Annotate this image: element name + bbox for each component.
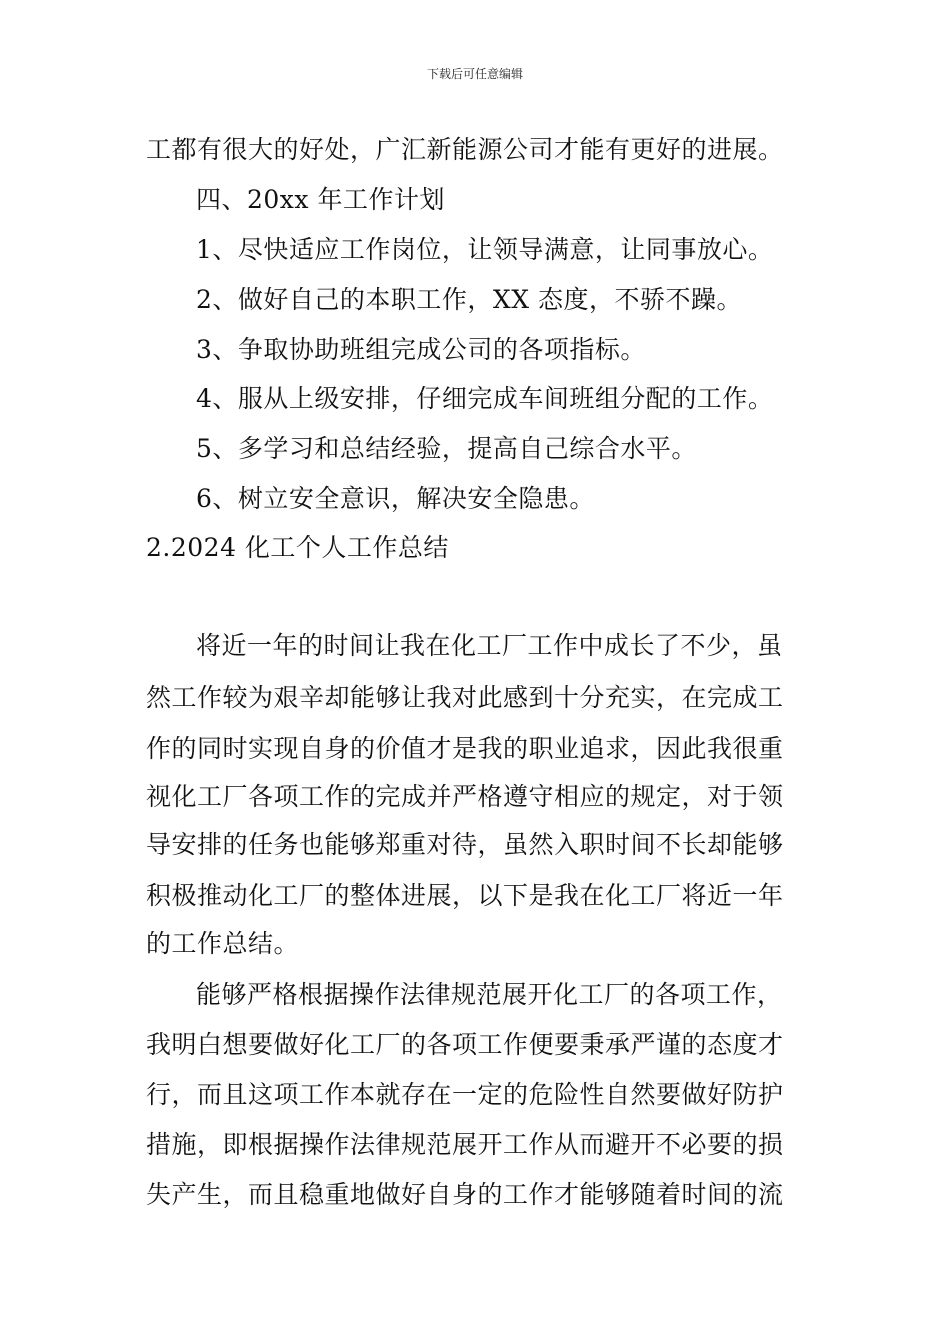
plan-item-5: 5、多学习和总结经验，提高自己综合水平。 (196, 434, 697, 463)
paragraph-line: 导安排的任务也能够郑重对待，虽然入职时间不长却能够 (146, 830, 784, 859)
paragraph-line: 作的同时实现自身的价值才是我的职业追求，因此我很重 (146, 734, 784, 763)
paragraph-line: 措施，即根据操作法律规范展开工作从而避开不必要的损 (146, 1130, 784, 1159)
paragraph-line: 将近一年的时间让我在化工厂工作中成长了不少，虽 (196, 631, 783, 660)
paragraph-line: 失产生，而且稳重地做好自身的工作才能够随着时间的流 (146, 1180, 784, 1209)
plan-item-3: 3、争取协助班组完成公司的各项指标。 (196, 335, 646, 364)
section-title: 2.2024 化工个人工作总结 (146, 533, 449, 562)
paragraph-line: 能够严格根据操作法律规范展开化工厂的各项工作， (196, 980, 783, 1009)
plan-item-1: 1、尽快适应工作岗位，让领导满意，让同事放心。 (196, 235, 774, 264)
paragraph-line: 的工作总结。 (146, 929, 300, 958)
header-note: 下载后可任意编辑 (426, 67, 523, 81)
plan-heading: 四、20xx 年工作计划 (196, 185, 445, 214)
paragraph-line: 视化工厂各项工作的完成并严格遵守相应的规定，对于领 (146, 782, 784, 811)
plan-item-4: 4、服从上级安排，仔细完成车间班组分配的工作。 (196, 384, 774, 413)
paragraph-line: 然工作较为艰辛却能够让我对此感到十分充实，在完成工 (146, 683, 784, 712)
paragraph-line: 积极推动化工厂的整体进展，以下是我在化工厂将近一年 (146, 881, 784, 910)
paragraph-line: 行，而且这项工作本就存在一定的危险性自然要做好防护 (146, 1080, 784, 1109)
plan-item-2: 2、做好自己的本职工作，XX 态度，不骄不躁。 (196, 285, 742, 314)
paragraph-line: 我明白想要做好化工厂的各项工作便要秉承严谨的态度才 (146, 1030, 784, 1059)
continuation-line: 工都有很大的好处，广汇新能源公司才能有更好的进展。 (146, 135, 784, 164)
plan-item-6: 6、树立安全意识，解决安全隐患。 (196, 484, 595, 513)
